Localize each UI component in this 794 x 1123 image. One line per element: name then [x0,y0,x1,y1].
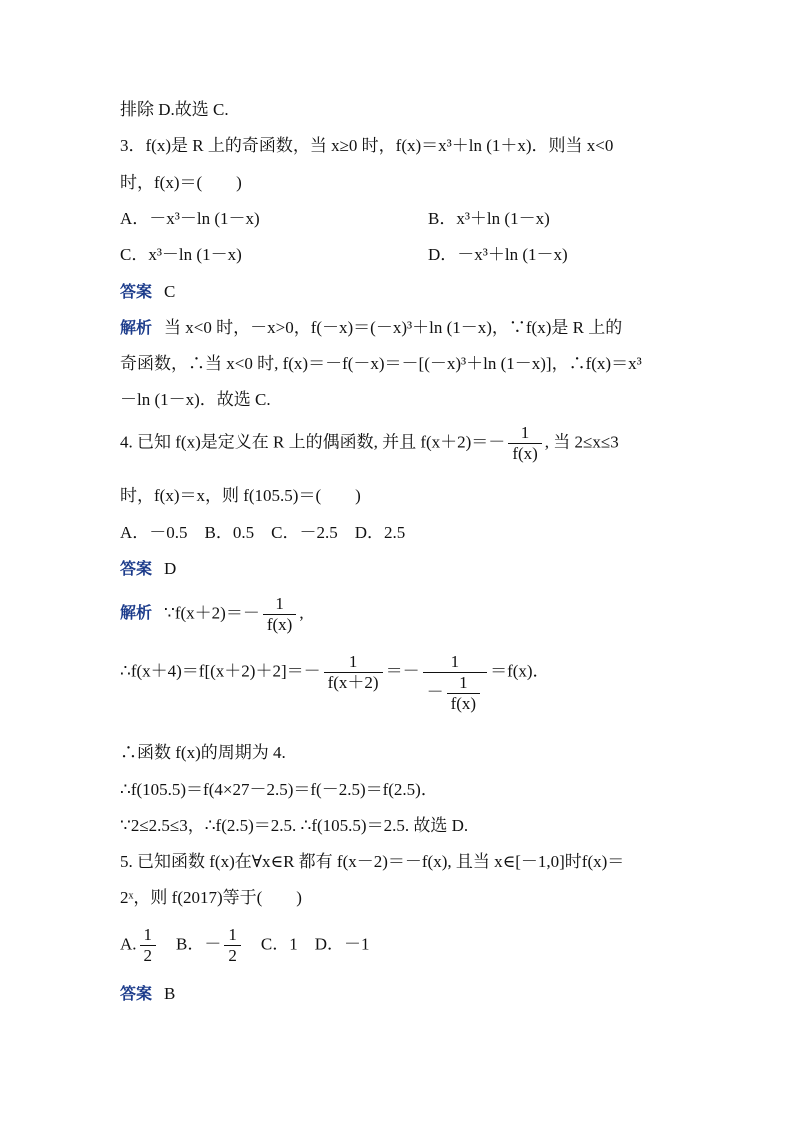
numerator: 1 [143,925,153,944]
option-d: D．－x³＋ln (1－x) [428,245,568,264]
denominator: 2 [224,945,241,966]
question-4-options: A．－0.5 B．0.5 C．－2.5 D．2.5 [120,523,406,542]
answer-label: 答案 [120,984,153,1003]
option-b: B．x³＋ln (1－x) [428,209,550,228]
text-line: 排除 D.故选 C. [120,100,229,119]
analysis-row [120,317,622,339]
question-4-cont: 时，f(x)＝x，则 f(105.5)＝( ) [120,486,361,505]
question-3: 3．f(x)是 R 上的奇函数，当 x≥0 时，f(x)＝x³＋ln (1＋x)．则当 x<0 [120,136,614,155]
denominator: f(x) [447,693,480,714]
analysis-text: ∴f(105.5)＝f(4×27－2.5)＝f(－2.5)＝f(2.5)． [120,780,438,799]
numerator: 1 [228,925,237,944]
denominator: f(x＋2) [324,672,383,693]
option-b: B．－ [176,934,222,954]
analysis-text: , [299,603,304,623]
analysis-text: ＝f(x)． [490,661,550,681]
numerator: 1 [348,652,358,671]
inner-fraction [447,673,480,714]
denominator: 2 [140,945,157,966]
question-5-cont: 2ˣ，则 f(2017)等于( ) [120,888,302,907]
denominator: f(x) [263,614,296,635]
fraction [263,594,296,635]
question-5: 5. 已知函数 f(x)在∀x∈R 都有 f(x－2)＝－f(x), 且当 x∈[－1,0]时f(x)＝ [120,852,625,871]
analysis-text: ∵2≤2.5≤3，∴f(2.5)＝2.5. ∴f(105.5)＝2.5. 故选 D. [120,816,469,835]
question-5-options [120,925,370,966]
question-4-text: , 当 2≤x≤3 [544,432,619,452]
compound-fraction [423,652,487,714]
analysis-label: 解析 [120,603,153,623]
question-4-text: 4. 已知 f(x)是定义在 R 上的偶函数, 并且 f(x＋2)＝－ [120,432,506,452]
analysis-text: －ln (1－x)．故选 C. [120,390,271,409]
fraction [508,423,541,464]
answer-value: C [164,282,176,301]
analysis-text: ∴函数 f(x)的周期为 4. [120,743,286,762]
analysis-text: ∵f(x＋2)＝－ [164,603,260,623]
numerator: 1 [275,594,284,613]
fraction [324,652,383,693]
analysis-label: 解析 [120,318,153,337]
fraction [224,925,241,966]
answer-value: D [164,559,177,578]
numerator: 1 [450,652,460,671]
analysis-text: 当 x<0 时，－x>0，f(－x)＝(－x)³＋ln (1－x)，∵f(x)是 R 上的 [164,318,623,337]
analysis-equation [120,652,550,714]
option-c: C．x³－ln (1－x) [120,245,242,264]
answer-row [120,281,175,303]
options-c-d: C．1 D．－1 [260,934,370,954]
denominator: f(x) [508,443,541,464]
option-a: A. [120,934,137,954]
answer-value: B [164,984,176,1003]
answer-label: 答案 [120,282,153,301]
analysis-text: 奇函数，∴当 x<0 时, f(x)＝－f(－x)＝－[(－x)³＋ln (1－x)]，∴f(x)＝x³ [120,354,642,373]
analysis-text: ∴f(x＋4)＝f[(x＋2)＋2]＝－ [120,661,321,681]
answer-row [120,983,175,1005]
option-a: A．－x³－ln (1－x) [120,209,260,228]
answer-label: 答案 [120,559,153,578]
analysis-text: ＝－ [385,661,420,681]
numerator: 1 [520,423,530,442]
analysis-row [120,594,304,635]
denominator: － $\frac{1}{f(x)}$ [423,672,487,714]
numerator: 1 [459,673,468,692]
question-4 [120,423,619,464]
fraction [140,925,157,966]
question-3-cont: 时，f(x)＝( ) [120,173,242,192]
answer-row [120,558,176,580]
